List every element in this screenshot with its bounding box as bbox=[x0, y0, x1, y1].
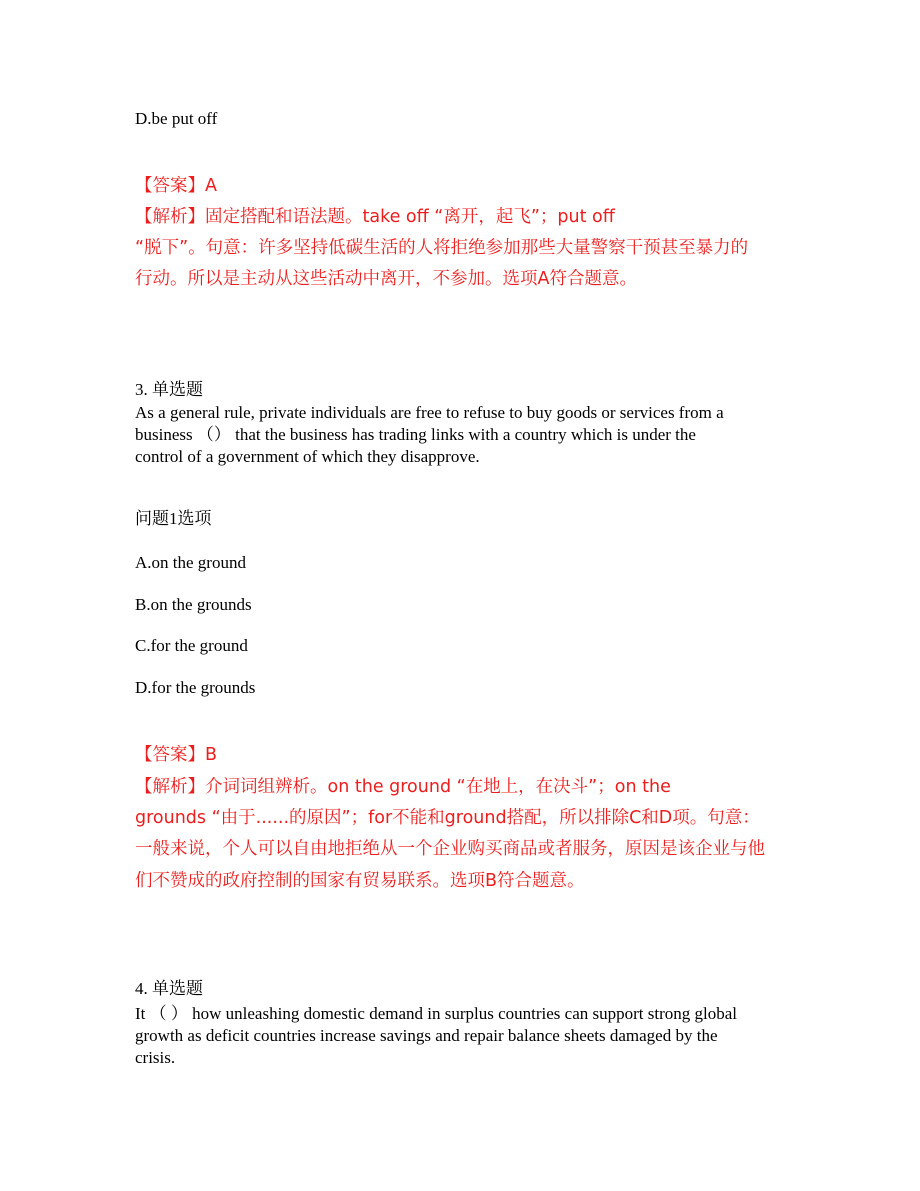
q4-title: 4. 单选题 bbox=[135, 979, 203, 998]
q4-stem-line-1: It （ ） how unleashing domestic demand in surplus countries can support strong global bbox=[135, 1004, 737, 1023]
q3-option-d: D.for the grounds bbox=[135, 678, 256, 697]
q3-stem-line-2: business （） that the business has trading links with a country which is under the bbox=[135, 425, 696, 444]
q2-option-d: D.be put off bbox=[135, 109, 218, 128]
q4-stem-line-3: crisis. bbox=[135, 1048, 176, 1067]
q3-title: 3. 单选题 bbox=[135, 380, 203, 399]
q3-options-label: 问题1选项 bbox=[135, 509, 212, 528]
q2-analysis-line-1: 【解析】固定搭配和语法题。take off “离开，起飞”；put off bbox=[135, 207, 615, 227]
q3-stem-line-1: As a general rule, private individuals are free to refuse to buy goods or services from a bbox=[135, 403, 724, 422]
q2-analysis-line-3: 行动。所以是主动从这些活动中离开，不参加。选项A符合题意。 bbox=[135, 269, 637, 289]
q3-analysis-line-3: 一般来说，个人可以自由地拒绝从一个企业购买商品或者服务，原因是该企业与他 bbox=[135, 839, 765, 859]
q3-analysis-line-4: 们不赞成的政府控制的国家有贸易联系。选项B符合题意。 bbox=[135, 871, 585, 891]
q3-option-a: A.on the ground bbox=[135, 553, 246, 572]
q3-option-c: C.for the ground bbox=[135, 636, 248, 655]
q2-analysis-line-2: “脱下”。句意：许多坚持低碳生活的人将拒绝参加那些大量警察干预甚至暴力的 bbox=[135, 238, 749, 258]
q3-answer: 【答案】B bbox=[135, 745, 218, 765]
q3-option-b: B.on the grounds bbox=[135, 595, 252, 614]
q4-stem-line-2: growth as deficit countries increase savings and repair balance sheets damaged by the bbox=[135, 1026, 718, 1045]
q2-answer: 【答案】A bbox=[135, 176, 217, 196]
q3-stem-line-3: control of a government of which they disapprove. bbox=[135, 447, 480, 466]
q3-analysis-line-2: grounds “由于......的原因”；for不能和ground搭配，所以排除C和D项。句意： bbox=[135, 808, 760, 828]
q3-analysis-line-1: 【解析】介词词组辨析。on the ground “在地上，在决斗”；on the bbox=[135, 777, 671, 797]
